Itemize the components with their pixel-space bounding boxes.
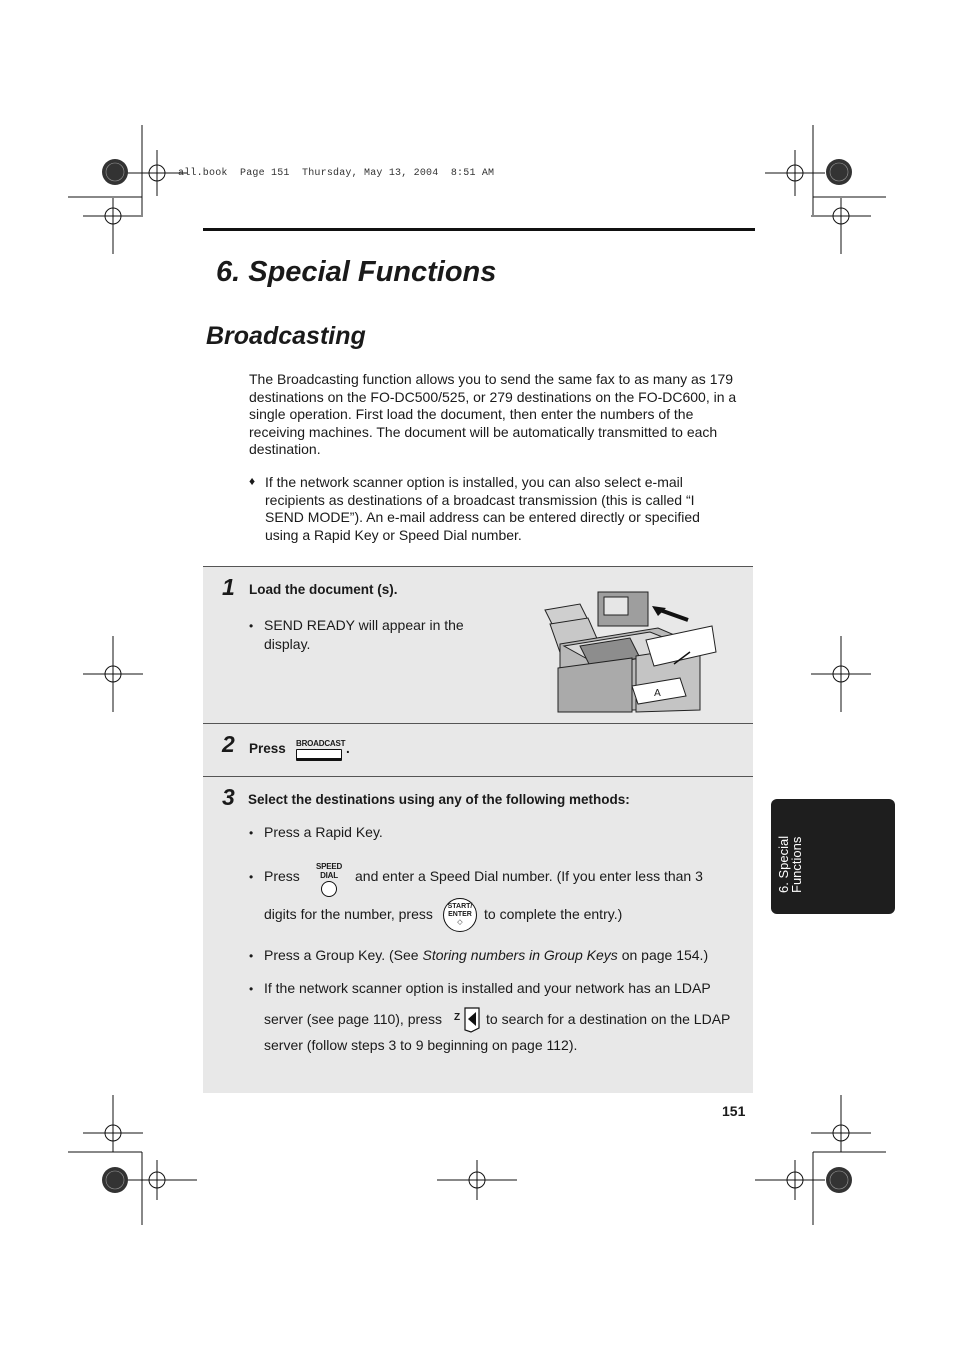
start-enter-key	[443, 898, 477, 932]
step-number: 1	[222, 574, 235, 600]
step-title: Load the document (s).	[249, 582, 398, 597]
method-ldap-cont: server (see page 110), press	[264, 1011, 442, 1027]
left-arrow-key-icon	[463, 1006, 481, 1034]
press-label: Press	[249, 741, 286, 756]
z-key-letter: Z	[454, 1012, 461, 1023]
speed-dial-key-shape	[321, 881, 337, 897]
bullet: •	[249, 870, 254, 884]
intro-paragraph: The Broadcasting function allows you to send the same fax to as many as 179 destinations on the FO-DC500/525, or 279 destinations on the FO-DC600, in a single operation. First load the document, then enter the numbers of the receiving machines. The document will be automatically transmitted to each destination.	[249, 371, 737, 458]
start-key-label-bottom: ENTER	[448, 911, 472, 918]
method-speed-dial-cont: digits for the number, press	[264, 906, 433, 922]
speed-dial-key-label: SPEED DIAL	[315, 862, 343, 880]
book-header: all.book Page 151 Thursday, May 13, 2004 8:51 AM	[178, 168, 495, 179]
step-number: 2	[222, 731, 235, 757]
method-ldap-cont2: to search for a destination on the LDAP	[486, 1011, 731, 1027]
step-number: 3	[222, 784, 235, 810]
broadcast-key	[296, 739, 345, 761]
bullet: •	[249, 619, 254, 633]
bullet: •	[249, 982, 254, 996]
broadcast-key-shape	[296, 749, 342, 761]
step-text: SEND READY will appear in the display.	[264, 617, 464, 652]
method-ldap-end: server (follow steps 3 to 9 beginning on page 112).	[264, 1037, 578, 1053]
method-group-key	[264, 946, 708, 965]
method-ldap: If the network scanner option is installed and your network has an LDAP	[264, 980, 711, 996]
svg-text:A: A	[654, 688, 661, 699]
panel-rule	[203, 776, 753, 777]
chapter-title: 6. Special Functions	[216, 256, 497, 288]
chapter-side-tab	[771, 799, 895, 914]
start-icon: ◇	[457, 919, 463, 926]
bullet: •	[249, 949, 254, 963]
broadcast-key-label: BROADCAST	[296, 739, 346, 748]
panel-rule	[203, 723, 753, 724]
method-speed-dial-end: to complete the entry.)	[484, 906, 623, 922]
group-key-page: on page 154.)	[621, 947, 709, 963]
start-key-label-top: START/	[447, 903, 473, 910]
speed-dial-key	[308, 862, 350, 897]
note-paragraph: If the network scanner option is installed, you can also select e-mail recipients as destinations of a broadcast transmission (this is called “I SEND MODE”). An e-mail address can be entered directly or specified using a Rapid Key or Speed Dial number.	[265, 474, 700, 543]
press-label: Press	[264, 868, 300, 884]
panel-rule	[203, 566, 753, 567]
bullet: •	[249, 826, 254, 840]
group-key-reference: Storing numbers in Group Keys	[422, 947, 618, 963]
period: .	[346, 741, 350, 756]
page-number: 151	[722, 1103, 746, 1119]
section-title: Broadcasting	[206, 322, 366, 350]
top-rule	[203, 228, 755, 231]
method-rapid-key: Press a Rapid Key.	[264, 824, 383, 840]
step-title: Select the destinations using any of the following methods:	[248, 792, 630, 807]
fax-machine-illustration	[540, 588, 720, 714]
side-tab-label: 6. Special Functions	[776, 835, 804, 893]
method-speed-dial: and enter a Speed Dial number. (If you enter less than 3	[355, 868, 703, 884]
group-key-text: Press a Group Key. (See	[264, 947, 419, 963]
note-bullet: ♦	[249, 474, 256, 488]
